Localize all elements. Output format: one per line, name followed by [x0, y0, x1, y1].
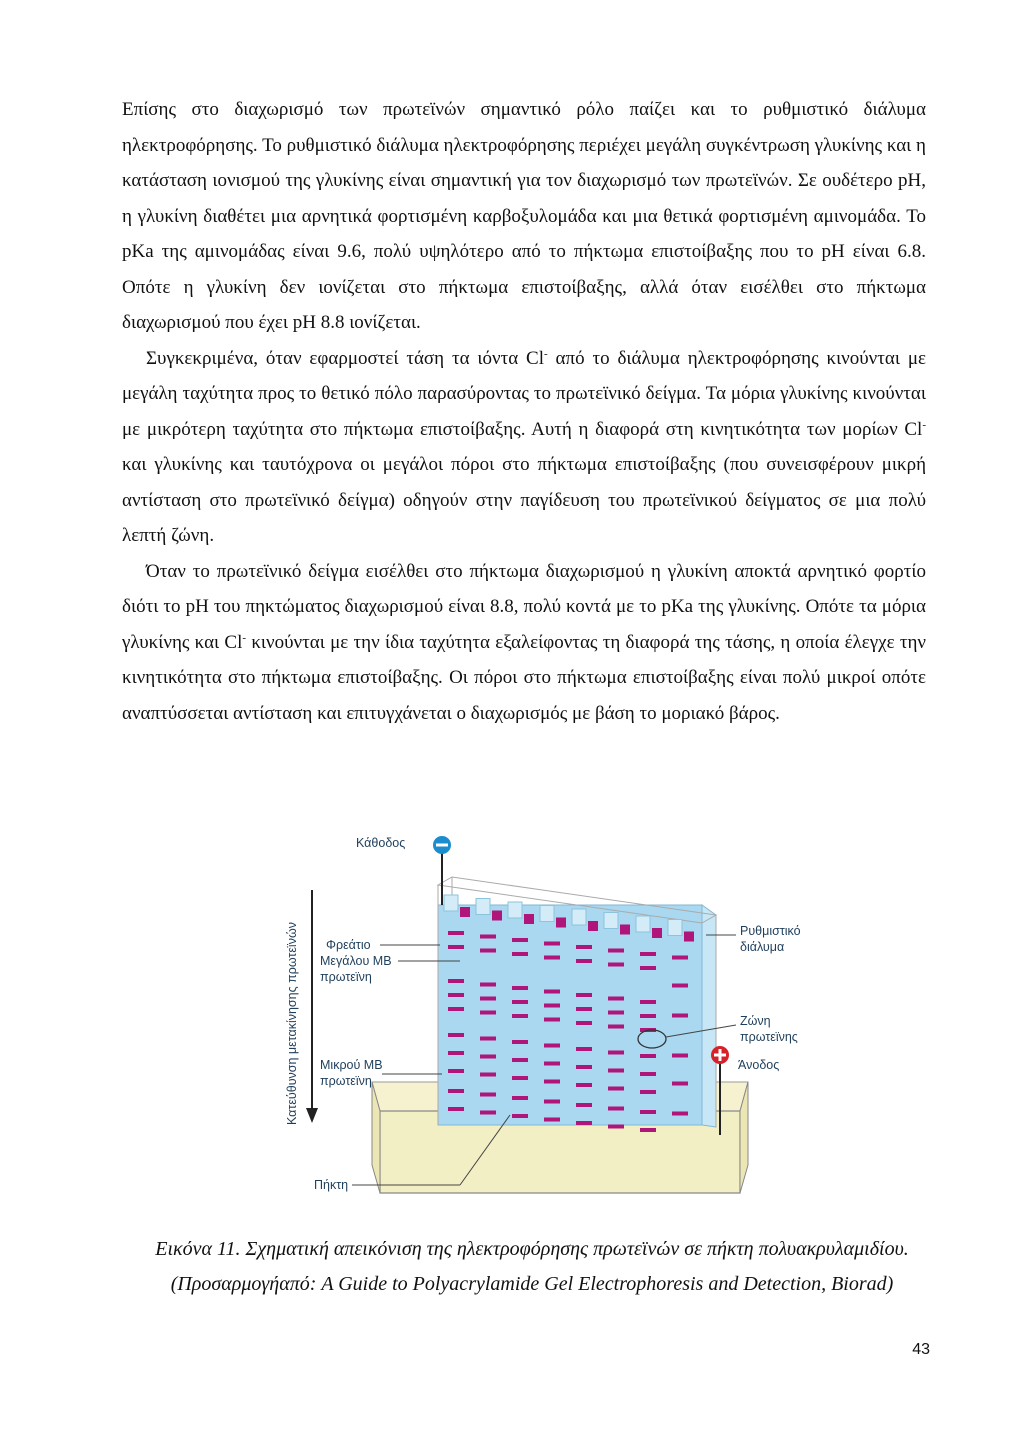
- protein-band: [480, 1037, 496, 1041]
- protein-band: [608, 997, 624, 1001]
- protein-band: [640, 952, 656, 956]
- protein-band: [640, 1054, 656, 1058]
- gel-comb-tooth: [540, 906, 554, 922]
- gel-comb-tooth: [636, 916, 650, 932]
- protein-band: [512, 1076, 528, 1080]
- protein-band: [480, 1055, 496, 1059]
- protein-band: [512, 1014, 528, 1018]
- protein-band: [448, 1089, 464, 1093]
- gel-comb-tooth: [668, 920, 682, 936]
- gel-well: [620, 925, 630, 935]
- well-label-3: πρωτεϊνη: [320, 970, 372, 984]
- protein-band: [480, 1111, 496, 1115]
- protein-band: [544, 1062, 560, 1066]
- protein-band: [672, 1014, 688, 1018]
- protein-band: [480, 1073, 496, 1077]
- protein-band: [576, 945, 592, 949]
- protein-band: [672, 1112, 688, 1116]
- protein-band: [608, 1087, 624, 1091]
- paragraph-2: Συγκεκριμένα, όταν εφαρμοστεί τάση τα ιόντα Cl- από το διάλυμα ηλεκτροφόρησης κινούνται με μεγάλη ταχύτητα προς το θετικό πόλο παρασύροντας το πρωτεϊνικό δείγμα. Τα μόρια γλυκίνης κινούνται με μικρότερη ταχύτητα στο πήκτωμα επιστοίβαξης. Αυτή η διαφορά στη κινητικότητα των μορίων Cl- και γλυκίνης και ταυτόχρονα οι μεγάλοι πόροι στο πήκτωμα επιστοίβαξης (που συνεισφέρουν μικρή αντίσταση στο πρωτεϊνικό δείγμα) οδηγούν στην παγίδευση του πρωτεϊνικού δείγματος σε μια πολύ λεπτή ζώνη.: [122, 347, 926, 546]
- gel-well: [492, 911, 502, 921]
- protein-band: [448, 1033, 464, 1037]
- paragraph-3: Όταν το πρωτεϊνικό δείγμα εισέλθει στο πήκτωμα διαχωρισμού η γλυκίνη αποκτά αρνητικό φορτίο διότι το pH του πηκτώματος διαχωρισμού είναι 8.8, πολύ κοντά με το pKa της γλυκίνης. Οπότε τα μόρια γλυκίνης και Cl- κινούνται με την ίδια ταχύτητα εξαλείφοντας τη διαφορά της τάσης, η οποία έλεγχε την κινητικότητα στο πήκτωμα επιστοίβαξης. Οι πόροι στο πήκτωμα επιστοίβαξης είναι πολύ μικροί οπότε αναπτύσσεται αντίσταση και επιτυγχάνεται ο διαχωρισμός με βάση το μοριακό βάρος.: [122, 560, 926, 724]
- protein-band: [480, 1093, 496, 1097]
- protein-band: [576, 1083, 592, 1087]
- protein-band: [576, 1021, 592, 1025]
- protein-band: [576, 1121, 592, 1125]
- gel-comb-tooth: [444, 895, 458, 911]
- cathode: [356, 836, 451, 905]
- gel-comb-tooth: [508, 902, 522, 918]
- protein-band: [608, 1025, 624, 1029]
- gel-comb-tooth: [476, 899, 490, 915]
- gel-label: Πήκτη: [314, 1178, 349, 1192]
- protein-band: [608, 949, 624, 953]
- protein-band: [480, 997, 496, 1001]
- gel-comb-tooth: [572, 909, 586, 925]
- protein-band: [512, 1040, 528, 1044]
- protein-band: [512, 1000, 528, 1004]
- buffer-label-1: Ρυθμιστικό: [740, 924, 801, 938]
- protein-band: [672, 984, 688, 988]
- figure-caption: [122, 1232, 942, 1302]
- band-label-2: πρωτεϊνης: [740, 1030, 798, 1044]
- protein-band: [480, 949, 496, 953]
- gel-comb-tooth: [604, 913, 618, 929]
- protein-band: [640, 1090, 656, 1094]
- protein-band: [448, 979, 464, 983]
- protein-band: [448, 1107, 464, 1111]
- protein-band: [608, 963, 624, 967]
- cathode-label: Κάθοδος: [356, 836, 406, 850]
- protein-band: [672, 956, 688, 960]
- protein-band: [608, 1069, 624, 1073]
- page-number: 43: [912, 1341, 930, 1358]
- body-text: [122, 92, 926, 731]
- superscript-minus: -: [922, 418, 926, 431]
- protein-band: [640, 1072, 656, 1076]
- superscript-minus: -: [242, 631, 247, 644]
- gel-well: [684, 932, 694, 942]
- anode-label: Άνοδος: [738, 1058, 780, 1072]
- superscript-minus: -: [544, 347, 548, 360]
- protein-band: [544, 1044, 560, 1048]
- protein-band: [544, 956, 560, 960]
- protein-band: [576, 1065, 592, 1069]
- protein-band: [672, 1082, 688, 1086]
- protein-band: [608, 1107, 624, 1111]
- protein-band: [672, 1054, 688, 1058]
- protein-band: [576, 1007, 592, 1011]
- protein-band: [448, 1051, 464, 1055]
- buffer-label-2: διάλυμα: [740, 940, 785, 954]
- buffer-label-group: [706, 924, 801, 954]
- direction-label: Κατεύθυνση μετακίνησης πρωτεϊνών: [285, 922, 299, 1125]
- protein-band: [544, 990, 560, 994]
- protein-band: [608, 1051, 624, 1055]
- protein-band: [448, 1007, 464, 1011]
- protein-band: [448, 1069, 464, 1073]
- protein-band: [640, 1110, 656, 1114]
- protein-band: [544, 1100, 560, 1104]
- protein-band: [448, 993, 464, 997]
- protein-band: [640, 1014, 656, 1018]
- protein-band: [576, 1047, 592, 1051]
- electrophoresis-figure: [270, 825, 830, 1205]
- direction-arrow-head: [306, 1108, 318, 1123]
- protein-band: [544, 1004, 560, 1008]
- well-label-1: Φρεάτιο: [326, 938, 371, 952]
- gel-well: [460, 907, 470, 917]
- caption-line-1: Εικόνα 11. Σχηματική απεικόνιση της ηλεκτροφόρησης πρωτεϊνών σε πήκτη πολυακρυλαμιδίου.: [155, 1238, 909, 1260]
- protein-band: [608, 1125, 624, 1129]
- protein-band: [480, 983, 496, 987]
- band-label-1: Ζώνη: [740, 1014, 771, 1028]
- protein-band: [512, 986, 528, 990]
- small-label-1: Μικρού ΜΒ: [320, 1058, 383, 1072]
- gel-well: [652, 928, 662, 938]
- protein-band: [480, 935, 496, 939]
- protein-band: [512, 952, 528, 956]
- protein-band: [544, 1118, 560, 1122]
- protein-band: [640, 1000, 656, 1004]
- protein-band: [608, 1011, 624, 1015]
- protein-band: [448, 931, 464, 935]
- gel-well: [588, 921, 598, 931]
- protein-band: [480, 1011, 496, 1015]
- protein-band: [544, 1080, 560, 1084]
- small-label-2: πρωτεϊνη: [320, 1074, 372, 1088]
- paragraph-1: Επίσης στο διαχωρισμό των πρωτεϊνών σημαντικό ρόλο παίζει και το ρυθμιστικό διάλυμα ηλεκτροφόρησης. Το ρυθμιστικό διάλυμα ηλεκτροφόρησης περιέχει μεγάλη συγκέντρωση γλυκίνης και η κατάσταση ιονισμού της γλυκίνης είναι σημαντική για τον διαχωρισμό των πρωτεϊνών. Σε ουδέτερο pH, η γλυκίνη διαθέτει μια αρνητικά φορτισμένη καρβοξυλομάδα και μια θετικά φορτισμένη αμινομάδα. Το pKa της αμινομάδας είναι 9.6, πολύ υψηλότερο από το πήκτωμα επιστοίβαξης που το pH είναι 6.8. Οπότε η γλυκίνη δεν ιονίζεται στο πήκτωμα επιστοίβαξης, αλλά όταν εισέλθει στο πήκτωμα διαχωρισμού που έχει pH 8.8 ιονίζεται.: [122, 99, 926, 333]
- protein-band: [640, 1128, 656, 1132]
- protein-band: [512, 938, 528, 942]
- caption-line-2: (Προσαρμογήαπό: A Guide to Polyacrylamide Gel Electrophoresis and Detection, Biorad): [170, 1273, 894, 1295]
- well-label-2: Μεγάλου ΜΒ: [320, 954, 392, 968]
- gel-well: [556, 918, 566, 928]
- protein-band: [576, 959, 592, 963]
- protein-band: [512, 1114, 528, 1118]
- protein-band: [512, 1058, 528, 1062]
- protein-band: [544, 942, 560, 946]
- gel-well: [524, 914, 534, 924]
- protein-band: [576, 1103, 592, 1107]
- protein-band: [512, 1096, 528, 1100]
- protein-band: [576, 993, 592, 997]
- protein-band: [544, 1018, 560, 1022]
- protein-band: [448, 945, 464, 949]
- protein-band: [640, 966, 656, 970]
